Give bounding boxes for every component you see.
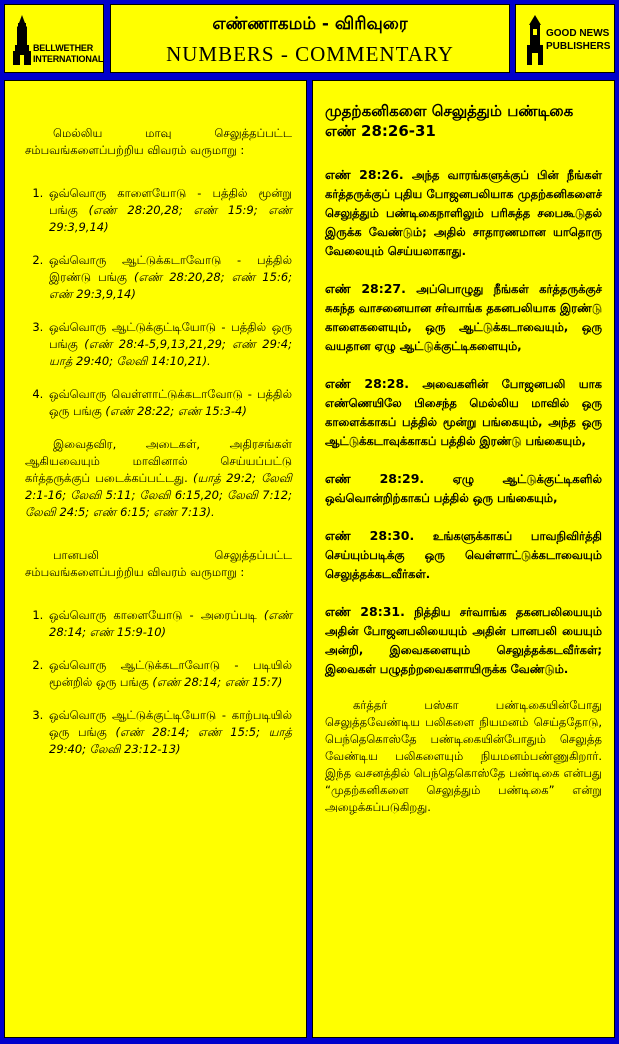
- logo-left-line2: INTERNATIONAL: [33, 54, 104, 64]
- list-item: 1. ஒவ்வொரு காளையோடு - பத்தில் மூன்று பங்கு (எண் 28:20,28; எண் 15:9; எண் 29:3,9,14): [47, 185, 292, 236]
- left-column: [4, 80, 307, 1038]
- list-item: 4. ஒவ்வொரு வெள்ளாட்டுக்கடாவோடு - பத்தில் ஒரு பங்கு (எண் 28:22; எண் 15:3-4): [47, 386, 292, 420]
- drink-intro: பானபலி செலுத்தப்பட்ட சம்பவங்களைப்பற்றிய விவரம் வருமாறு :: [25, 548, 292, 579]
- logo-right-line1: GOOD NEWS: [546, 28, 610, 39]
- cakes-paragraph: இவைதவிர, அடைகள், அதிரசங்கள் ஆகியவையும் மாவினால் செய்யப்பட்டு கர்த்தருக்குப் படைக்கப்பட்டது. (யாத் 29:2; லேவி 2:1-16; லேவி 5:11; லேவி 6:15,20; லேவி 7:12; லேவி 24:5; எண் 6:15; எண் 7:13).: [25, 437, 293, 519]
- title-box: [110, 4, 510, 73]
- title-tamil: எண்ணாகமம் - விரிவுரை: [212, 14, 408, 34]
- title-english: NUMBERS - COMMENTARY: [166, 42, 454, 66]
- section-heading: முதற்கனிகளை செலுத்தும் பண்டிகை: [325, 102, 574, 120]
- good-news-logo: [515, 4, 615, 73]
- verse: எண் 28:29. ஏழு ஆட்டுக்குட்டிகளில் ஒவ்வொன்றிற்காகப் பத்தில் ஒரு பங்கையும்,: [325, 471, 602, 505]
- list-item: 1. ஒவ்வொரு காளையோடு - அரைப்படி (எண் 28:14; எண் 15:9-10): [47, 607, 292, 641]
- verse: எண் 28:30. உங்களுக்காகப் பாவநிவிர்த்தி செய்யும்படிக்கு ஒரு வெள்ளாட்டுக்கடாவையும் செலுத்தக்கடவீர்கள்.: [325, 528, 602, 581]
- bell-tower-icon: [13, 15, 31, 65]
- section-heading-ref: எண் 28:26-31: [325, 122, 436, 140]
- list-item: 3. ஒவ்வொரு ஆட்டுக்குட்டியோடு - பத்தில் ஒரு பங்கு (எண் 28:4-5,9,13,21,29; எண் 29:4; யாத் 29:40; லேவி 14:10,21).: [47, 319, 292, 370]
- drink-offering-list: [25, 607, 292, 758]
- verse: எண் 28:31. நித்திய சர்வாங்க தகனபலியையும் அதின் போஜனபலியையும் அதின் பானபலி யையும் அன்றி, இவைகளையும் செலுத்தக்கடவீர்கள்; இவைகள் பழுதற்றவைகளாயிருக்க வேண்டும்.: [325, 604, 602, 676]
- list-item: 2. ஒவ்வொரு ஆட்டுக்கடாவோடு - படியில் மூன்றில் ஒரு பங்கு (எண் 28:14; எண் 15:7): [47, 657, 292, 691]
- right-column: [312, 80, 615, 1038]
- meal-offering-list: [25, 185, 292, 420]
- logo-right-line2: PUBLISHERS: [546, 41, 611, 52]
- bellwether-logo: [4, 4, 104, 73]
- meal-intro: மெல்லிய மாவு செலுத்தப்பட்ட சம்பவங்களைப்பற்றிய விவரம் வருமாறு :: [25, 126, 292, 157]
- verse: எண் 28:27. அப்பொழுது நீங்கள் கர்த்தருக்குச் சுகந்த வாசனையான சர்வாங்க தகனபலியாக இரண்டு காளைகளையும், ஒரு ஆட்டுக்கடாவையும், ஒரு வயதான ஏழு ஆட்டுக்குட்டிகளையும்,: [325, 281, 602, 353]
- verse: எண் 28:26. அந்த வாரங்களுக்குப் பின் நீங்கள் கர்த்தருக்குப் புதிய போஜனபலியாக முதற்கனிகளைச் செலுத்தும் பண்டிகைநாளிலும் பரிசுத்த சபைகூடுதல் இருக்க வேண்டும்; அதில் சாதாரணமான யாதொரு வேலையும் செய்யலாகாது.: [325, 167, 602, 258]
- list-item: 2. ஒவ்வொரு ஆட்டுக்கடாவோடு - பத்தில் இரண்டு பங்கு (எண் 28:20,28; எண் 15:6; எண் 29:3,9,14): [47, 252, 292, 303]
- logo-left-line1: BELLWETHER: [33, 43, 93, 53]
- list-item: 3. ஒவ்வொரு ஆட்டுக்குட்டியோடு - காற்படியில் ஒரு பங்கு (எண் 28:14; எண் 15:5; யாத் 29:40; லேவி 23:12-13): [47, 707, 292, 758]
- verse: எண் 28:28. அவைகளின் போஜனபலி யாக எண்ணெயிலே பிசைந்த மெல்லிய மாவில் ஒரு காளைக்காகப் பத்தில் மூன்று பங்கையும், அந்த ஒரு ஆட்டுக்கடாவுக்காகப் பத்தில் இரண்டு பங்கையும்,: [325, 376, 602, 448]
- tower-icon: [526, 15, 544, 65]
- commentary-note: கர்த்தர் பஸ்கா பண்டிகையின்போது செலுத்தவேண்டிய பலிகளை நியமனம் செய்ததோடு, பெந்தெகொஸ்தே பண்டிகையின்போதும் செலுத்த வேண்டிய பலிகளையும் நியமனம்பண்ணுகிறார். இந்த வசனத்தில் பெந்தெகொஸ்தே பண்டிகை என்பது “முதற்கனிகளை செலுத்தும் பண்டிகை” என்று அழைக்கப்படுகிறது.: [325, 698, 602, 814]
